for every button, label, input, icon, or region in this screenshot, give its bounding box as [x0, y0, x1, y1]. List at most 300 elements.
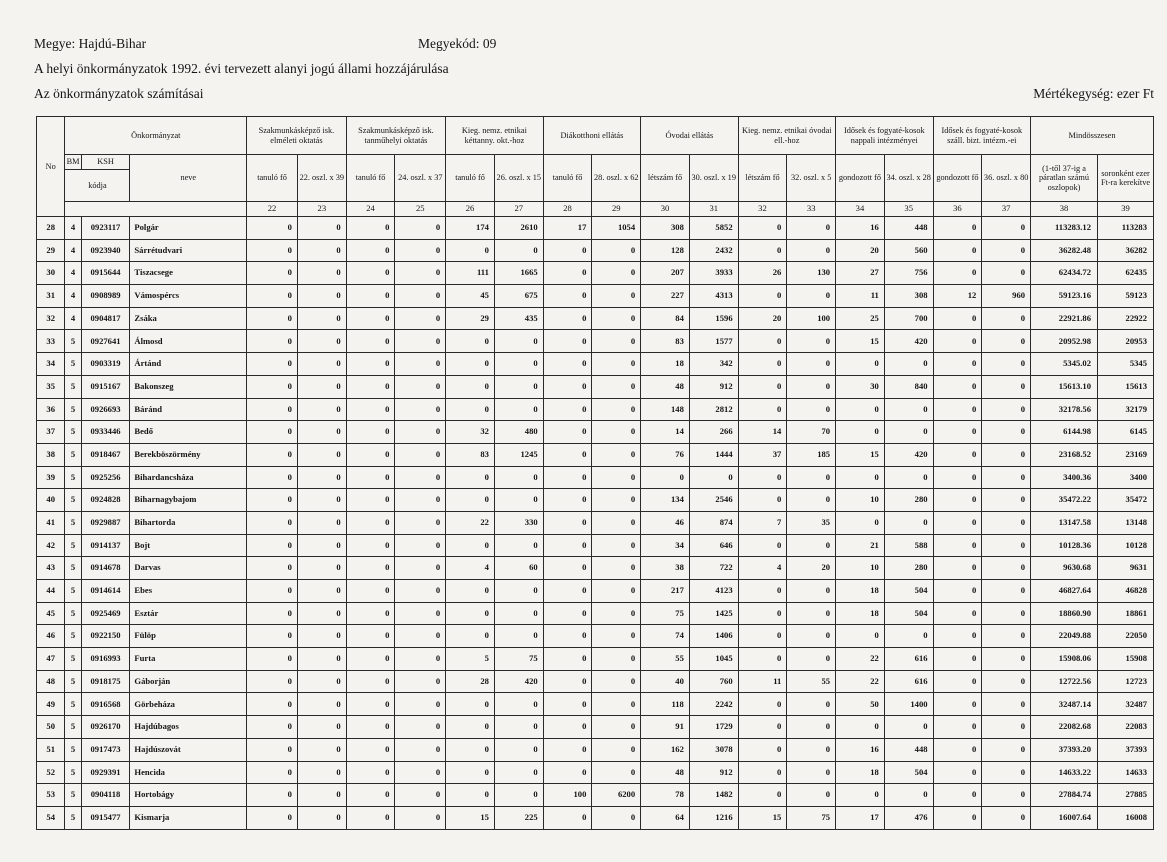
row-number: 52 [37, 761, 65, 784]
table-cell: 22 [446, 511, 495, 534]
table-cell: 0 [395, 557, 446, 580]
table-cell: 84 [641, 307, 690, 330]
table-cell: 840 [884, 375, 933, 398]
table-cell: 11 [836, 285, 885, 308]
ksh-code: 0922150 [81, 625, 130, 648]
table-cell: 0 [543, 716, 592, 739]
municipality-name: Berekböszörmény [130, 443, 247, 466]
header-group: Diákotthoni ellátás [543, 117, 640, 155]
table-cell: 2610 [494, 217, 543, 240]
bm-code: 5 [65, 693, 81, 716]
total-rounded: 18861 [1098, 602, 1154, 625]
bm-code: 5 [65, 353, 81, 376]
row-number: 41 [37, 511, 65, 534]
table-cell: 17 [836, 806, 885, 829]
header-sub: 26. oszl. x 15 [494, 155, 543, 202]
header-sub: 28. oszl. x 62 [592, 155, 641, 202]
table-cell: 0 [494, 716, 543, 739]
table-cell: 0 [494, 580, 543, 603]
table-cell: 0 [247, 489, 298, 512]
table-cell: 0 [592, 693, 641, 716]
table-cell: 0 [787, 398, 836, 421]
table-cell: 0 [346, 353, 395, 376]
table-cell: 0 [787, 761, 836, 784]
table-cell: 0 [346, 489, 395, 512]
table-cell: 280 [884, 489, 933, 512]
bm-code: 4 [65, 307, 81, 330]
table-cell: 0 [346, 806, 395, 829]
table-cell: 0 [247, 262, 298, 285]
table-cell: 330 [494, 511, 543, 534]
municipality-name: Furta [130, 648, 247, 671]
table-cell: 38 [641, 557, 690, 580]
table-cell: 0 [346, 307, 395, 330]
table-cell: 0 [933, 580, 982, 603]
table-cell: 0 [247, 648, 298, 671]
table-cell: 0 [446, 353, 495, 376]
bm-code: 5 [65, 625, 81, 648]
ksh-code: 0933446 [81, 421, 130, 444]
table-cell: 0 [592, 625, 641, 648]
table-cell: 0 [787, 648, 836, 671]
table-cell: 25 [836, 307, 885, 330]
colnum: 26 [446, 202, 495, 217]
table-cell: 266 [689, 421, 738, 444]
table-cell: 0 [543, 466, 592, 489]
table-cell: 616 [884, 670, 933, 693]
table-cell: 1665 [494, 262, 543, 285]
municipality-name: Bojt [130, 534, 247, 557]
total-rounded: 22922 [1098, 307, 1154, 330]
table-cell: 560 [884, 239, 933, 262]
unit-label: Mértékegység: ezer Ft [1033, 86, 1154, 101]
table-cell: 0 [543, 489, 592, 512]
table-cell: 0 [738, 353, 787, 376]
table-cell: 0 [395, 784, 446, 807]
table-cell: 0 [543, 670, 592, 693]
table-cell: 0 [395, 239, 446, 262]
total-exact: 13147.58 [1031, 511, 1098, 534]
table-cell: 11 [738, 670, 787, 693]
total-exact: 22082.68 [1031, 716, 1098, 739]
table-cell: 130 [787, 262, 836, 285]
table-cell: 0 [395, 693, 446, 716]
table-cell: 0 [933, 625, 982, 648]
municipality-name: Sárrétudvari [130, 239, 247, 262]
table-cell: 0 [982, 511, 1031, 534]
colnum: 30 [641, 202, 690, 217]
table-row [37, 557, 1154, 580]
table-cell: 0 [738, 489, 787, 512]
total-rounded: 5345 [1098, 353, 1154, 376]
table-cell: 0 [297, 670, 346, 693]
table-cell: 0 [346, 398, 395, 421]
table-cell: 1444 [689, 443, 738, 466]
table-cell: 2432 [689, 239, 738, 262]
municipality-name: Álmosd [130, 330, 247, 353]
bm-code: 5 [65, 421, 81, 444]
table-cell: 0 [297, 738, 346, 761]
table-cell: 0 [787, 285, 836, 308]
table-cell: 0 [592, 511, 641, 534]
table-row [37, 330, 1154, 353]
table-cell: 75 [641, 602, 690, 625]
table-cell: 0 [543, 330, 592, 353]
table-cell: 0 [494, 466, 543, 489]
ksh-code: 0927641 [81, 330, 130, 353]
row-number: 40 [37, 489, 65, 512]
ksh-code: 0915477 [81, 806, 130, 829]
table-cell: 0 [933, 307, 982, 330]
contribution-table [36, 116, 1154, 830]
table-cell: 0 [446, 738, 495, 761]
table-cell: 4313 [689, 285, 738, 308]
table-cell: 18 [836, 761, 885, 784]
table-cell: 0 [982, 716, 1031, 739]
bm-code: 5 [65, 534, 81, 557]
total-rounded: 13148 [1098, 511, 1154, 534]
table-cell: 0 [836, 511, 885, 534]
table-row [37, 693, 1154, 716]
table-row [37, 307, 1154, 330]
table-cell: 5852 [689, 217, 738, 240]
table-cell: 185 [787, 443, 836, 466]
table-cell: 476 [884, 806, 933, 829]
table-cell: 0 [592, 443, 641, 466]
table-cell: 0 [346, 716, 395, 739]
table-cell: 0 [346, 761, 395, 784]
table-cell: 0 [592, 466, 641, 489]
table-cell: 27 [836, 262, 885, 285]
table-cell: 60 [494, 557, 543, 580]
table-cell: 48 [641, 761, 690, 784]
total-exact: 46827.64 [1031, 580, 1098, 603]
table-cell: 588 [884, 534, 933, 557]
total-exact: 32178.56 [1031, 398, 1098, 421]
total-exact: 9630.68 [1031, 557, 1098, 580]
header-group: Idősek és fogyaté-kosok nappali intézményei [836, 117, 933, 155]
header-sub: 34. oszl. x 28 [884, 155, 933, 202]
table-cell: 0 [982, 466, 1031, 489]
table-cell: 217 [641, 580, 690, 603]
table-cell: 0 [395, 806, 446, 829]
table-cell: 0 [494, 375, 543, 398]
total-exact: 20952.98 [1031, 330, 1098, 353]
table-cell: 0 [297, 217, 346, 240]
table-cell: 0 [982, 489, 1031, 512]
total-rounded: 6145 [1098, 421, 1154, 444]
table-row [37, 421, 1154, 444]
table-cell: 0 [592, 262, 641, 285]
colnum: 28 [543, 202, 592, 217]
county-code: Megyekód: 09 [418, 36, 497, 51]
table-cell: 40 [641, 670, 690, 693]
total-exact: 6144.98 [1031, 421, 1098, 444]
table-cell: 0 [738, 375, 787, 398]
table-cell: 0 [494, 693, 543, 716]
table-cell: 76 [641, 443, 690, 466]
municipality-name: Bihartorda [130, 511, 247, 534]
table-row [37, 239, 1154, 262]
table-cell: 16 [836, 217, 885, 240]
table-cell: 0 [346, 443, 395, 466]
table-cell: 0 [395, 421, 446, 444]
table-cell: 0 [884, 421, 933, 444]
table-cell: 0 [247, 307, 298, 330]
row-number: 47 [37, 648, 65, 671]
total-exact: 16007.64 [1031, 806, 1098, 829]
table-cell: 0 [787, 330, 836, 353]
table-row [37, 648, 1154, 671]
row-number: 49 [37, 693, 65, 716]
table-cell: 45 [446, 285, 495, 308]
table-cell: 30 [836, 375, 885, 398]
table-cell: 0 [247, 375, 298, 398]
document-title: A helyi önkormányzatok 1992. évi tervezett alanyi jogú állami hozzájárulása [34, 61, 449, 76]
ksh-code: 0915167 [81, 375, 130, 398]
table-cell: 0 [738, 285, 787, 308]
bm-code: 5 [65, 375, 81, 398]
table-cell: 1245 [494, 443, 543, 466]
table-cell: 0 [738, 625, 787, 648]
table-cell: 0 [346, 262, 395, 285]
table-cell: 0 [982, 557, 1031, 580]
table-cell: 0 [543, 806, 592, 829]
municipality-name: Ártánd [130, 353, 247, 376]
table-cell: 0 [543, 353, 592, 376]
table-cell: 0 [982, 648, 1031, 671]
header-sub: tanuló fő [543, 155, 592, 202]
table-cell: 0 [933, 716, 982, 739]
table-cell: 0 [787, 738, 836, 761]
table-cell: 91 [641, 716, 690, 739]
table-cell: 15 [836, 330, 885, 353]
table-cell: 0 [933, 693, 982, 716]
table-cell: 0 [884, 716, 933, 739]
table-cell: 0 [346, 625, 395, 648]
table-cell: 504 [884, 602, 933, 625]
table-cell: 0 [543, 421, 592, 444]
colnum: 32 [738, 202, 787, 217]
table-cell: 0 [592, 534, 641, 557]
table-cell: 0 [247, 534, 298, 557]
table-cell: 0 [247, 806, 298, 829]
header-sub: 30. oszl. x 19 [689, 155, 738, 202]
table-cell: 760 [689, 670, 738, 693]
table-cell: 420 [494, 670, 543, 693]
table-cell: 0 [543, 580, 592, 603]
table-cell: 0 [297, 693, 346, 716]
table-cell: 0 [933, 330, 982, 353]
table-cell: 0 [592, 806, 641, 829]
table-cell: 308 [641, 217, 690, 240]
table-cell: 0 [787, 534, 836, 557]
table-cell: 0 [446, 625, 495, 648]
table-cell: 18 [836, 602, 885, 625]
table-cell: 0 [592, 580, 641, 603]
table-cell: 0 [884, 466, 933, 489]
table-cell: 0 [982, 738, 1031, 761]
table-cell: 0 [884, 353, 933, 376]
table-cell: 0 [247, 738, 298, 761]
table-cell: 0 [247, 557, 298, 580]
row-number: 48 [37, 670, 65, 693]
header-group: Szakmunkásképző isk. tanműhelyi oktatás [346, 117, 446, 155]
table-cell: 0 [395, 353, 446, 376]
table-cell: 2812 [689, 398, 738, 421]
table-cell: 0 [836, 466, 885, 489]
table-cell: 16 [836, 738, 885, 761]
header-sub: 36. oszl. x 80 [982, 155, 1031, 202]
bm-code: 4 [65, 285, 81, 308]
table-cell: 0 [494, 625, 543, 648]
municipality-name: Báránd [130, 398, 247, 421]
table-cell: 0 [297, 625, 346, 648]
table-cell: 0 [446, 489, 495, 512]
table-cell: 3933 [689, 262, 738, 285]
table-row [37, 738, 1154, 761]
table-cell: 0 [738, 648, 787, 671]
row-number: 34 [37, 353, 65, 376]
table-cell: 46 [641, 511, 690, 534]
table-cell: 0 [543, 511, 592, 534]
row-number: 33 [37, 330, 65, 353]
header-sub: gondozott fő [836, 155, 885, 202]
table-cell: 0 [297, 716, 346, 739]
table-cell: 0 [982, 217, 1031, 240]
table-cell: 0 [446, 398, 495, 421]
table-cell: 0 [933, 557, 982, 580]
table-cell: 0 [346, 466, 395, 489]
table-cell: 0 [787, 784, 836, 807]
table-cell: 0 [446, 330, 495, 353]
table-cell: 0 [592, 375, 641, 398]
table-cell: 100 [543, 784, 592, 807]
table-cell: 0 [247, 670, 298, 693]
header-sub: soronként ezer Ft-ra kerekítve [1098, 155, 1154, 202]
table-cell: 0 [395, 262, 446, 285]
total-rounded: 20953 [1098, 330, 1154, 353]
table-cell: 0 [446, 602, 495, 625]
table-cell: 15 [836, 443, 885, 466]
total-exact: 62434.72 [1031, 262, 1098, 285]
table-cell: 0 [446, 466, 495, 489]
total-rounded: 9631 [1098, 557, 1154, 580]
row-number: 35 [37, 375, 65, 398]
municipality-name: Hortobágy [130, 784, 247, 807]
table-cell: 0 [446, 761, 495, 784]
table-cell: 26 [738, 262, 787, 285]
total-exact: 15908.06 [1031, 648, 1098, 671]
table-cell: 0 [933, 648, 982, 671]
table-cell: 448 [884, 217, 933, 240]
row-number: 42 [37, 534, 65, 557]
table-cell: 0 [297, 307, 346, 330]
table-cell: 0 [884, 784, 933, 807]
table-cell: 504 [884, 580, 933, 603]
table-cell: 0 [247, 580, 298, 603]
table-cell: 1045 [689, 648, 738, 671]
table-cell: 0 [297, 648, 346, 671]
total-exact: 22921.86 [1031, 307, 1098, 330]
ksh-code: 0929391 [81, 761, 130, 784]
table-cell: 0 [395, 716, 446, 739]
colnum: 24 [346, 202, 395, 217]
header-sub: 24. oszl. x 37 [395, 155, 446, 202]
row-number: 29 [37, 239, 65, 262]
table-cell: 18 [641, 353, 690, 376]
ksh-code: 0923940 [81, 239, 130, 262]
bm-code: 4 [65, 239, 81, 262]
municipality-name: Hajdúszovát [130, 738, 247, 761]
table-cell: 0 [297, 761, 346, 784]
table-cell: 22 [836, 670, 885, 693]
table-cell: 0 [543, 648, 592, 671]
colnum: 27 [494, 202, 543, 217]
table-cell: 0 [395, 398, 446, 421]
row-number: 43 [37, 557, 65, 580]
total-rounded: 113283 [1098, 217, 1154, 240]
table-cell: 1596 [689, 307, 738, 330]
table-cell: 64 [641, 806, 690, 829]
table-cell: 0 [592, 398, 641, 421]
table-cell: 0 [446, 534, 495, 557]
table-cell: 0 [297, 443, 346, 466]
table-cell: 0 [543, 602, 592, 625]
table-row [37, 375, 1154, 398]
header-sub: 32. oszl. x 5 [787, 155, 836, 202]
table-cell: 0 [836, 784, 885, 807]
table-cell: 0 [346, 534, 395, 557]
table-cell: 504 [884, 761, 933, 784]
ksh-code: 0914614 [81, 580, 130, 603]
table-row [37, 784, 1154, 807]
bm-code: 5 [65, 330, 81, 353]
colnum: 35 [884, 202, 933, 217]
total-rounded: 35472 [1098, 489, 1154, 512]
total-exact: 10128.36 [1031, 534, 1098, 557]
table-cell: 0 [543, 693, 592, 716]
header-group: Mindösszesen [1031, 117, 1154, 155]
table-cell: 0 [933, 375, 982, 398]
row-number: 36 [37, 398, 65, 421]
ksh-code: 0926693 [81, 398, 130, 421]
table-cell: 0 [592, 670, 641, 693]
table-cell: 4123 [689, 580, 738, 603]
table-cell: 0 [982, 330, 1031, 353]
table-cell: 20 [836, 239, 885, 262]
table-cell: 1577 [689, 330, 738, 353]
table-cell: 435 [494, 307, 543, 330]
ksh-code: 0904817 [81, 307, 130, 330]
header-sub: gondozott fő [933, 155, 982, 202]
ksh-code: 0914137 [81, 534, 130, 557]
table-cell: 0 [543, 761, 592, 784]
table-cell: 0 [346, 217, 395, 240]
table-cell: 128 [641, 239, 690, 262]
total-rounded: 46828 [1098, 580, 1154, 603]
total-rounded: 15613 [1098, 375, 1154, 398]
municipality-name: Fülöp [130, 625, 247, 648]
table-cell: 0 [395, 443, 446, 466]
table-cell: 0 [982, 353, 1031, 376]
table-cell: 0 [982, 625, 1031, 648]
ksh-code: 0914678 [81, 557, 130, 580]
table-cell: 0 [738, 217, 787, 240]
colnum: 29 [592, 202, 641, 217]
table-cell: 0 [787, 353, 836, 376]
table-cell: 0 [884, 511, 933, 534]
